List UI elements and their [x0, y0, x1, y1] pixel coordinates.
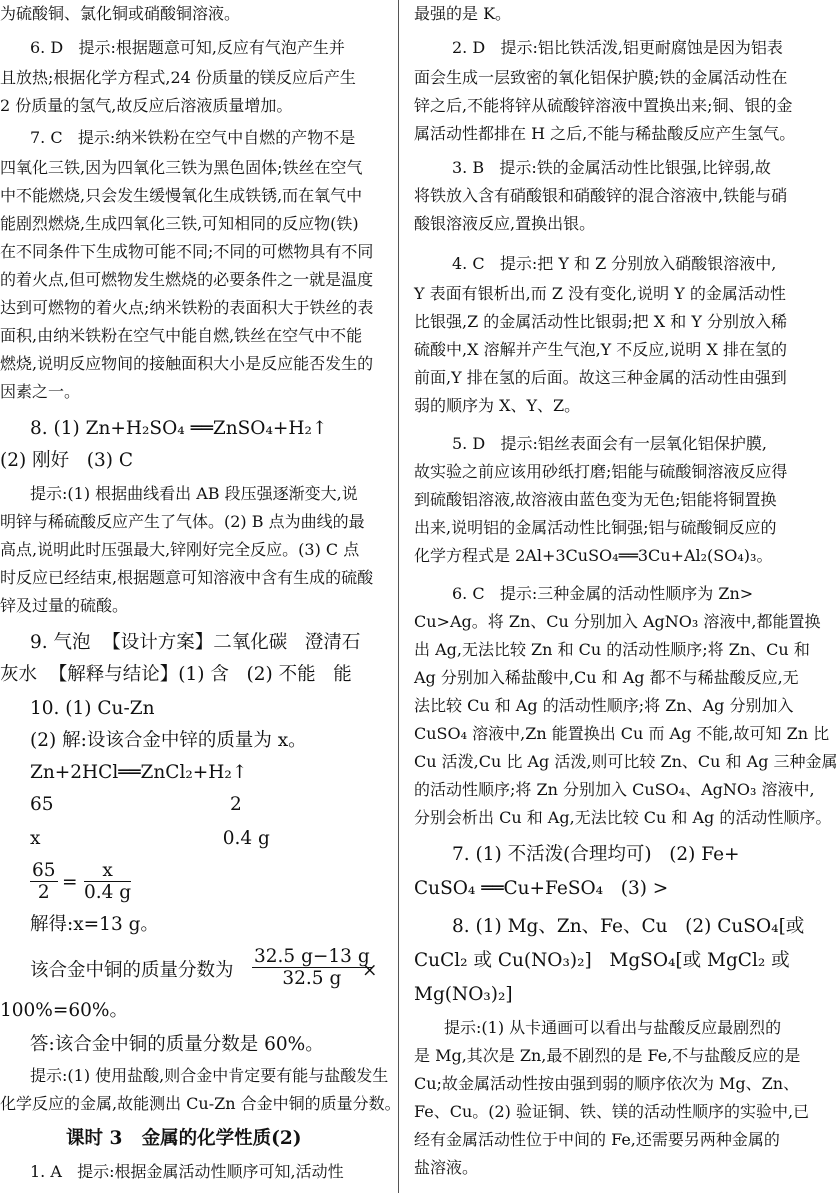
- answer-7: 7. C 提示:纳米铁粉在空气中自燃的产物不是: [30, 128, 356, 147]
- text-line: 明锌与稀硫酸反应产生了气体。(2) B 点为曲线的最: [0, 512, 365, 531]
- fraction-numerator: 32.5 g−13 g: [254, 946, 370, 967]
- column-divider: [398, 0, 399, 1193]
- text-line: 化学反应的金属,故能测出 Cu-Zn 合金中铜的质量分数。: [0, 1094, 401, 1113]
- text-line: 为硫酸铜、氯化铜或硝酸铜溶液。: [0, 4, 241, 23]
- text-line: 锌之后,不能将锌从硫酸锌溶液中置换出来;铜、银的金: [414, 96, 793, 115]
- answer-4: 4. C 提示:把 Y 和 Z 分别放入硝酸银溶液中,: [452, 254, 777, 273]
- text-line: Cu;故金属活动性按由强到弱的顺序依次为 Mg、Zn、: [414, 1074, 800, 1093]
- fraction: [84, 860, 131, 904]
- text-line: CuCl₂ 或 Cu(NO₃)₂] MgSO₄[或 MgCl₂ 或: [414, 950, 790, 971]
- fraction-denominator: 32.5 g: [282, 968, 342, 990]
- text-line: (2) 刚好 (3) C: [0, 450, 133, 471]
- answer-1: 1. A 提示:根据金属活动性顺序可知,活动性: [30, 1162, 344, 1181]
- answer-8: 8. (1) Zn+H₂SO₄ ══ZnSO₄+H₂↑: [30, 418, 328, 439]
- text-line: 弱的顺序为 X、Y、Z。: [414, 396, 581, 415]
- text-line: 且放热;根据化学方程式,24 份质量的镁反应后产生: [0, 68, 356, 87]
- text-line: 高点,说明此时压强最大,锌刚好完全反应。(3) C 点: [0, 540, 360, 559]
- answer-2: 2. D 提示:铝比铁活泼,铝更耐腐蚀是因为铝表: [452, 38, 783, 57]
- times-sign: ×: [362, 960, 378, 981]
- text-line: 属活动性都排在 H 之后,不能与稀盐酸反应产生氢气。: [414, 124, 796, 143]
- text-line: Ag 分别加入稀盐酸中,Cu 和 Ag 都不与稀盐酸反应,无: [414, 668, 799, 687]
- text-line: 面积,由纳米铁粉在空气中能自燃,铁丝在空气中不能: [0, 326, 363, 345]
- text-line: 法比较 Cu 和 Ag 的活动性顺序;将 Zn、Ag 分别加入: [414, 696, 794, 715]
- text-line: 经有金属活动性位于中间的 Fe,还需要另两种金属的: [414, 1130, 780, 1149]
- text-line: 盐溶液。: [414, 1158, 479, 1177]
- answer-6: 6. C 提示:三种金属的活动性顺序为 Zn>: [452, 584, 754, 603]
- text-line: 酸银溶液反应,置换出银。: [414, 214, 596, 233]
- fraction-denominator: 0.4 g: [84, 882, 132, 904]
- text-line: 答:该合金中铜的质量分数是 60%。: [30, 1034, 324, 1055]
- hint-line: 提示:(1) 从卡通画可以看出与盐酸反应最剧烈的: [444, 1018, 782, 1037]
- text-line: Cu>Ag。将 Zn、Cu 分别加入 AgNO₃ 溶液中,都能置换: [414, 612, 821, 631]
- text-line: 达到可燃物的着火点;纳米铁粉的表面积大于铁丝的表: [0, 298, 374, 317]
- mass-ratio-line: x 0.4 g: [30, 828, 270, 849]
- text-line: 前面,Y 排在氢的后面。故这三种金属的活动性由强到: [414, 368, 787, 387]
- text-line: Cu 活泼,Cu 比 Ag 活泼,则可比较 Zn、Cu 和 Ag 三种金属: [414, 752, 838, 771]
- text-line: Mg(NO₃)₂]: [414, 984, 513, 1005]
- fraction-numerator: 65: [32, 860, 56, 881]
- answer-8: 8. (1) Mg、Zn、Fe、Cu (2) CuSO₄[或: [452, 916, 805, 937]
- fraction: [30, 860, 58, 904]
- text-line: CuSO₄ 溶液中,Zn 能置换出 Cu 而 Ag 不能,故可知 Zn 比: [414, 724, 830, 743]
- text-line: 到硫酸铝溶液,故溶液由蓝色变为无色;铝能将铜置换: [414, 490, 777, 509]
- mass-ratio-line: 65 2: [30, 794, 242, 815]
- text-line: 2 份质量的氢气,故反应后溶液质量增加。: [0, 96, 293, 115]
- text-line: 将铁放入含有硝酸银和硝酸锌的混合溶液中,铁能与硝: [414, 186, 788, 205]
- text-line: 是 Mg,其次是 Zn,最不剧烈的是 Fe,不与盐酸反应的是: [414, 1046, 801, 1065]
- hint-line: 提示:(1) 使用盐酸,则合金中肯定要有能与盐酸发生: [30, 1066, 389, 1085]
- text-line: 四氧化三铁,因为四氧化三铁为黑色固体;铁丝在空气: [0, 158, 363, 177]
- text-line: 该合金中铜的质量分数为: [30, 960, 234, 981]
- text-line: 故实验之前应该用砂纸打磨;铝能与硫酸铜溶液反应得: [414, 462, 788, 481]
- text-line: 的着火点,但可燃物发生燃烧的必要条件之一就是温度: [0, 270, 374, 289]
- equals-sign: =: [62, 872, 78, 893]
- text-line: 在不同条件下生成物可能不同;不同的可燃物具有不同: [0, 242, 374, 261]
- text-line: Fe、Cu。(2) 验证铜、铁、镁的活动性顺序的实验中,已: [414, 1102, 810, 1121]
- fraction-numerator: x: [84, 860, 131, 882]
- answer-3: 3. B 提示:铁的金属活动性比银强,比锌弱,故: [452, 158, 771, 177]
- answer-5: 5. D 提示:铝丝表面会有一层氧化铝保护膜,: [452, 434, 767, 453]
- text-line: 灰水 【解释与结论】(1) 含 (2) 不能 能: [0, 664, 352, 685]
- text-line: 最强的是 K。: [414, 4, 512, 23]
- text-line: 能剧烈燃烧,生成四氧化三铁,可知相同的反应物(铁): [0, 214, 359, 233]
- fraction: [252, 946, 372, 990]
- hint-line: 提示:(1) 根据曲线看出 AB 段压强逐渐变大,说: [30, 484, 358, 503]
- equation-line: 化学方程式是 2Al+3CuSO₄══3Cu+Al₂(SO₄)₃。: [414, 546, 773, 565]
- text-line: 硫酸中,X 溶解并产生气泡,Y 不反应,说明 X 排在氢的: [414, 340, 787, 359]
- text-line: 出 Ag,无法比较 Zn 和 Cu 的活动性顺序;将 Zn、Cu 和: [414, 640, 810, 659]
- equation-line: Zn+2HCl══ZnCl₂+H₂↑: [30, 762, 248, 783]
- text-line: 比银强,Z 的金属活动性比银弱;把 X 和 Y 分别放入稀: [414, 312, 787, 331]
- text-line: 中不能燃烧,只会发生缓慢氧化生成铁锈,而在氧气中: [0, 186, 363, 205]
- answer-6: 6. D 提示:根据题意可知,反应有气泡产生并: [30, 38, 345, 57]
- fraction-denominator: 2: [37, 882, 50, 904]
- text-line: 燃烧,说明反应物间的接触面积大小是反应能否发生的: [0, 354, 374, 373]
- answer-9: 9. 气泡 【设计方案】二氧化碳 澄清石: [30, 632, 361, 653]
- section-heading: 课时 3 金属的化学性质(2): [66, 1128, 302, 1149]
- text-line: Y 表面有银析出,而 Z 没有变化,说明 Y 的金属活动性: [414, 284, 786, 303]
- answer-10: 10. (1) Cu-Zn: [30, 698, 155, 719]
- text-line: 100%=60%。: [0, 1000, 129, 1021]
- text-line: 分别会析出 Cu 和 Ag,无法比较 Cu 和 Ag 的活动性顺序。: [414, 808, 832, 827]
- text-line: (2) 解:设该合金中锌的质量为 x。: [30, 730, 307, 751]
- text-line: 时反应已经结束,根据题意可知溶液中含有生成的硫酸: [0, 568, 374, 587]
- answer-7: 7. (1) 不活泼(合理均可) (2) Fe+: [452, 844, 740, 865]
- text-line: 出来,说明铝的金属活动性比铜强;铝与硫酸铜反应的: [414, 518, 777, 537]
- text-line: 因素之一。: [0, 382, 81, 401]
- text-line: 锌及过量的硫酸。: [0, 596, 129, 615]
- text-line: CuSO₄ ══Cu+FeSO₄ (3) >: [414, 878, 669, 899]
- text-line: 解得:x=13 g。: [30, 914, 159, 935]
- text-line: 的活动性顺序;将 Zn 分别加入 CuSO₄、AgNO₃ 溶液中,: [414, 780, 815, 799]
- text-line: 面会生成一层致密的氧化铝保护膜;铁的金属活动性在: [414, 68, 788, 87]
